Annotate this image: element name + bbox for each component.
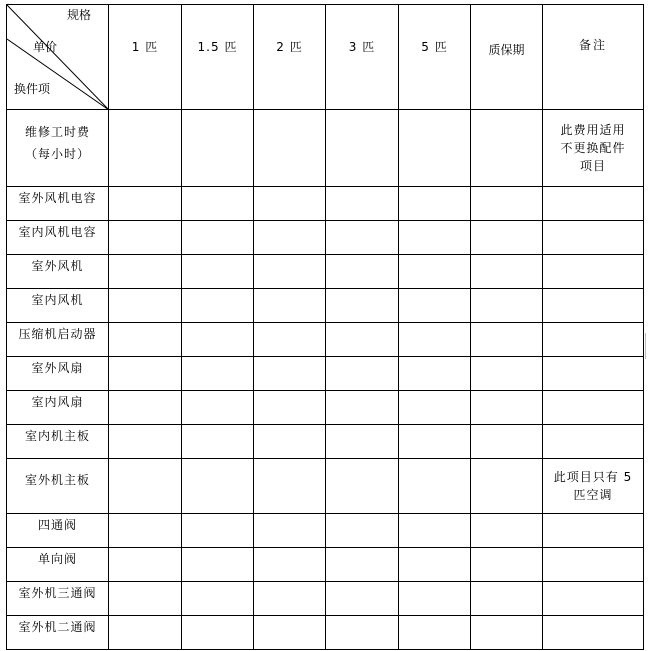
price-cell [471, 323, 543, 357]
price-cell [326, 323, 399, 357]
price-cell [399, 221, 471, 255]
repair-price-table [6, 4, 644, 650]
price-cell [109, 582, 182, 616]
row-label-line: 压缩机启动器 [18, 327, 97, 341]
price-cell [254, 514, 326, 548]
price-cell [471, 514, 543, 548]
remark-cell [543, 514, 644, 548]
row-label [7, 514, 109, 548]
price-cell [399, 425, 471, 459]
price-cell [109, 323, 182, 357]
row-label [7, 425, 109, 459]
price-cell [471, 357, 543, 391]
price-cell [109, 514, 182, 548]
row-label [7, 616, 109, 650]
row-label-line: 四通阀 [37, 518, 77, 532]
row-label [7, 582, 109, 616]
row-label-line: 室内风扇 [31, 395, 84, 409]
row-label [7, 110, 109, 187]
price-cell [182, 616, 254, 650]
price-cell [254, 110, 326, 187]
remark-cell [543, 110, 644, 187]
price-cell [109, 548, 182, 582]
row-label-line: 室外风机 [31, 259, 84, 273]
price-cell [471, 221, 543, 255]
price-cell [326, 582, 399, 616]
remark-cell [543, 459, 644, 514]
table-body [7, 110, 644, 650]
price-cell [399, 391, 471, 425]
remark-line: 匹空调 [573, 488, 613, 502]
table-row [7, 391, 644, 425]
row-label [7, 255, 109, 289]
corner-price-label: 单价 [33, 40, 58, 54]
price-cell [399, 616, 471, 650]
table-row [7, 323, 644, 357]
price-cell [326, 548, 399, 582]
table-row [7, 255, 644, 289]
remark-line: 项目 [579, 159, 606, 173]
price-cell [109, 459, 182, 514]
table-row [7, 357, 644, 391]
price-cell [326, 459, 399, 514]
row-label-line: 室外机三通阀 [18, 586, 97, 600]
row-label [7, 357, 109, 391]
price-cell [399, 357, 471, 391]
price-cell [471, 187, 543, 221]
col-header-5hp: 5 匹 [399, 5, 471, 110]
corner-spec-label: 规格 [67, 8, 92, 22]
price-cell [254, 187, 326, 221]
price-cell [254, 323, 326, 357]
price-cell [254, 548, 326, 582]
price-cell [471, 616, 543, 650]
price-cell [254, 255, 326, 289]
remark-cell [543, 289, 644, 323]
price-cell [326, 187, 399, 221]
row-label [7, 459, 109, 514]
price-cell [471, 391, 543, 425]
price-cell [471, 459, 543, 514]
price-cell [326, 255, 399, 289]
remark-line: 此费用适用 [560, 123, 626, 137]
table-row [7, 459, 644, 514]
row-label [7, 221, 109, 255]
price-cell [471, 582, 543, 616]
price-cell [254, 357, 326, 391]
price-cell [182, 425, 254, 459]
table-row [7, 548, 644, 582]
price-cell [399, 289, 471, 323]
header-row [7, 5, 644, 110]
remark-cell [543, 255, 644, 289]
price-cell [182, 391, 254, 425]
table-row [7, 187, 644, 221]
price-cell [254, 221, 326, 255]
remark-cell [543, 323, 644, 357]
price-cell [399, 323, 471, 357]
remark-line: 不更换配件 [560, 141, 626, 155]
price-cell [182, 110, 254, 187]
price-cell [109, 357, 182, 391]
price-cell [254, 391, 326, 425]
remark-cell [543, 548, 644, 582]
price-cell [109, 110, 182, 187]
remark-cell [543, 187, 644, 221]
price-cell [471, 289, 543, 323]
price-cell [326, 357, 399, 391]
price-cell [399, 255, 471, 289]
row-label-line: 单向阀 [37, 552, 77, 566]
price-cell [399, 582, 471, 616]
corner-cell [7, 5, 109, 110]
remark-cell [543, 391, 644, 425]
row-label-line: 室外机二通阀 [18, 620, 97, 634]
price-cell [326, 425, 399, 459]
price-cell [182, 582, 254, 616]
remark-cell [543, 616, 644, 650]
col-header-1-5hp: 1.5 匹 [182, 5, 254, 110]
remark-cell [543, 582, 644, 616]
row-label [7, 323, 109, 357]
price-cell [182, 187, 254, 221]
row-label-line: 室内风机 [31, 293, 84, 307]
row-label-line: （每小时） [24, 147, 90, 161]
price-cell [326, 221, 399, 255]
price-cell [109, 187, 182, 221]
price-cell [326, 391, 399, 425]
price-cell [399, 187, 471, 221]
page-edge-marker [645, 333, 650, 359]
price-cell [399, 110, 471, 187]
remark-cell [543, 425, 644, 459]
col-header-remarks: 备注 [543, 5, 644, 110]
col-header-3hp: 3 匹 [326, 5, 399, 110]
row-label [7, 391, 109, 425]
price-cell [254, 425, 326, 459]
price-cell [109, 289, 182, 323]
price-cell [109, 221, 182, 255]
table-row [7, 425, 644, 459]
price-cell [182, 357, 254, 391]
row-label-line: 室外风机电容 [18, 191, 97, 205]
table-row [7, 110, 644, 187]
price-cell [326, 110, 399, 187]
remark-line: 此项目只有 5 [553, 470, 633, 484]
price-cell [399, 548, 471, 582]
price-cell [182, 323, 254, 357]
row-label [7, 187, 109, 221]
price-cell [471, 548, 543, 582]
price-cell [254, 582, 326, 616]
price-cell [399, 459, 471, 514]
price-cell [254, 616, 326, 650]
price-cell [109, 425, 182, 459]
price-cell [399, 514, 471, 548]
row-label-line: 室外机主板 [24, 473, 90, 487]
price-cell [182, 459, 254, 514]
col-header-warranty: 质保期 [471, 5, 543, 110]
row-label-line: 维修工时费 [24, 125, 90, 139]
row-label-line: 室内风机电容 [18, 225, 97, 239]
price-cell [471, 255, 543, 289]
price-cell [182, 289, 254, 323]
table-row [7, 514, 644, 548]
price-cell [182, 221, 254, 255]
price-cell [471, 110, 543, 187]
table-row [7, 616, 644, 650]
price-cell [182, 255, 254, 289]
row-label-line: 室内机主板 [24, 429, 90, 443]
row-label [7, 548, 109, 582]
corner-item-label: 换件项 [14, 82, 51, 96]
price-cell [182, 548, 254, 582]
col-header-1hp: 1 匹 [109, 5, 182, 110]
price-cell [109, 616, 182, 650]
remark-cell [543, 221, 644, 255]
row-label-line: 室外风扇 [31, 361, 84, 375]
col-header-2hp: 2 匹 [254, 5, 326, 110]
table-row [7, 221, 644, 255]
price-cell [471, 425, 543, 459]
price-cell [326, 289, 399, 323]
price-cell [326, 616, 399, 650]
price-cell [182, 514, 254, 548]
price-cell [109, 391, 182, 425]
price-cell [326, 514, 399, 548]
price-cell [109, 255, 182, 289]
table-row [7, 582, 644, 616]
price-cell [254, 289, 326, 323]
remark-cell [543, 357, 644, 391]
price-cell [254, 459, 326, 514]
row-label [7, 289, 109, 323]
table-row [7, 289, 644, 323]
